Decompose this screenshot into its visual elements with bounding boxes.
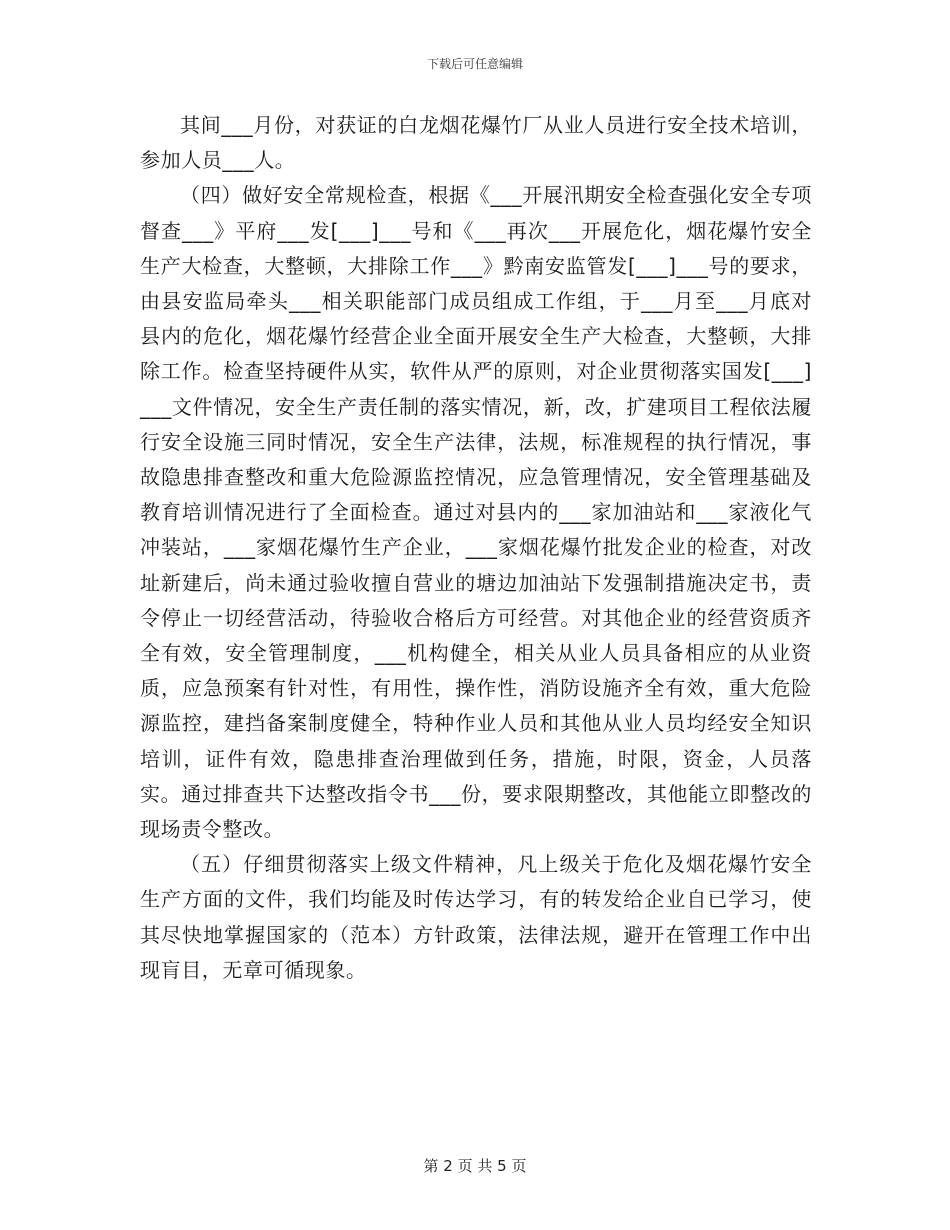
document-body [140,108,812,988]
paragraph-safety-inspection: （四）做好安全常规检查，根据《___开展汛期安全检查强化安全专项督查___》平府___发[___]___号和《___再次___开展危化，烟花爆竹安全生产大检查，大整顿，大排除工作___》黔南安监管发[___]___号的要求，由县安监局牵头___相关职能部门成员组成工作组，于___月至___月底对县内的危化，烟花爆竹经营企业全面开展安全生产大检查，大整顿，大排除工作。检查坚持硬件从实，软件从严的原则，对企业贯彻落实国发[___]___文件情况，安全生产责任制的落实情况，新，改，扩建项目工程依法履行安全设施三同时情况，安全生产法律，法规，标准规程的执行情况，事故隐患排查整改和重大危险源监控情况，应急管理情况，安全管理基础及教育培训情况进行了全面检查。通过对县内的___家加油站和___家液化气冲装站，___家烟花爆竹生产企业，___家烟花爆竹批发企业的检查，对改址新建后，尚未通过验收擅自营业的塘边加油站下发强制措施决定书，责令停止一切经营活动，待验收合格后方可经营。对其他企业的经营资质齐全有效，安全管理制度，___机构健全，相关从业人员具备相应的从业资质，应急预案有针对性，有用性，操作性，消防设施齐全有效，重大危险源监控，建挡备案制度健全，特种作业人员和其他从业人员均经安全知识培训，证件有效，隐患排查治理做到任务，措施，时限，资金，人员落实。通过排查共下达整改指令书___份，要求限期整改，其他能立即整改的现场责令整改。 [140,183,812,842]
header-note: 下载后可任意编辑 [426,57,523,71]
paragraph-document-implementation: （五）仔细贯彻落实上级文件精神，凡上级关于危化及烟花爆竹安全生产方面的文件，我们均能及时传达学习，有的转发给企业自已学习，使其尽快地掌握国家的（范本）方针政策，法律法规，避开在管理工作中出现肓目，无章可循现象。 [140,852,812,982]
paragraph-training: 其间___月份，对获证的白龙烟花爆竹厂从业人员进行安全技术培训，参加人员___人。 [140,113,812,173]
page-number: 第 2 页 共 5 页 [423,1157,527,1175]
